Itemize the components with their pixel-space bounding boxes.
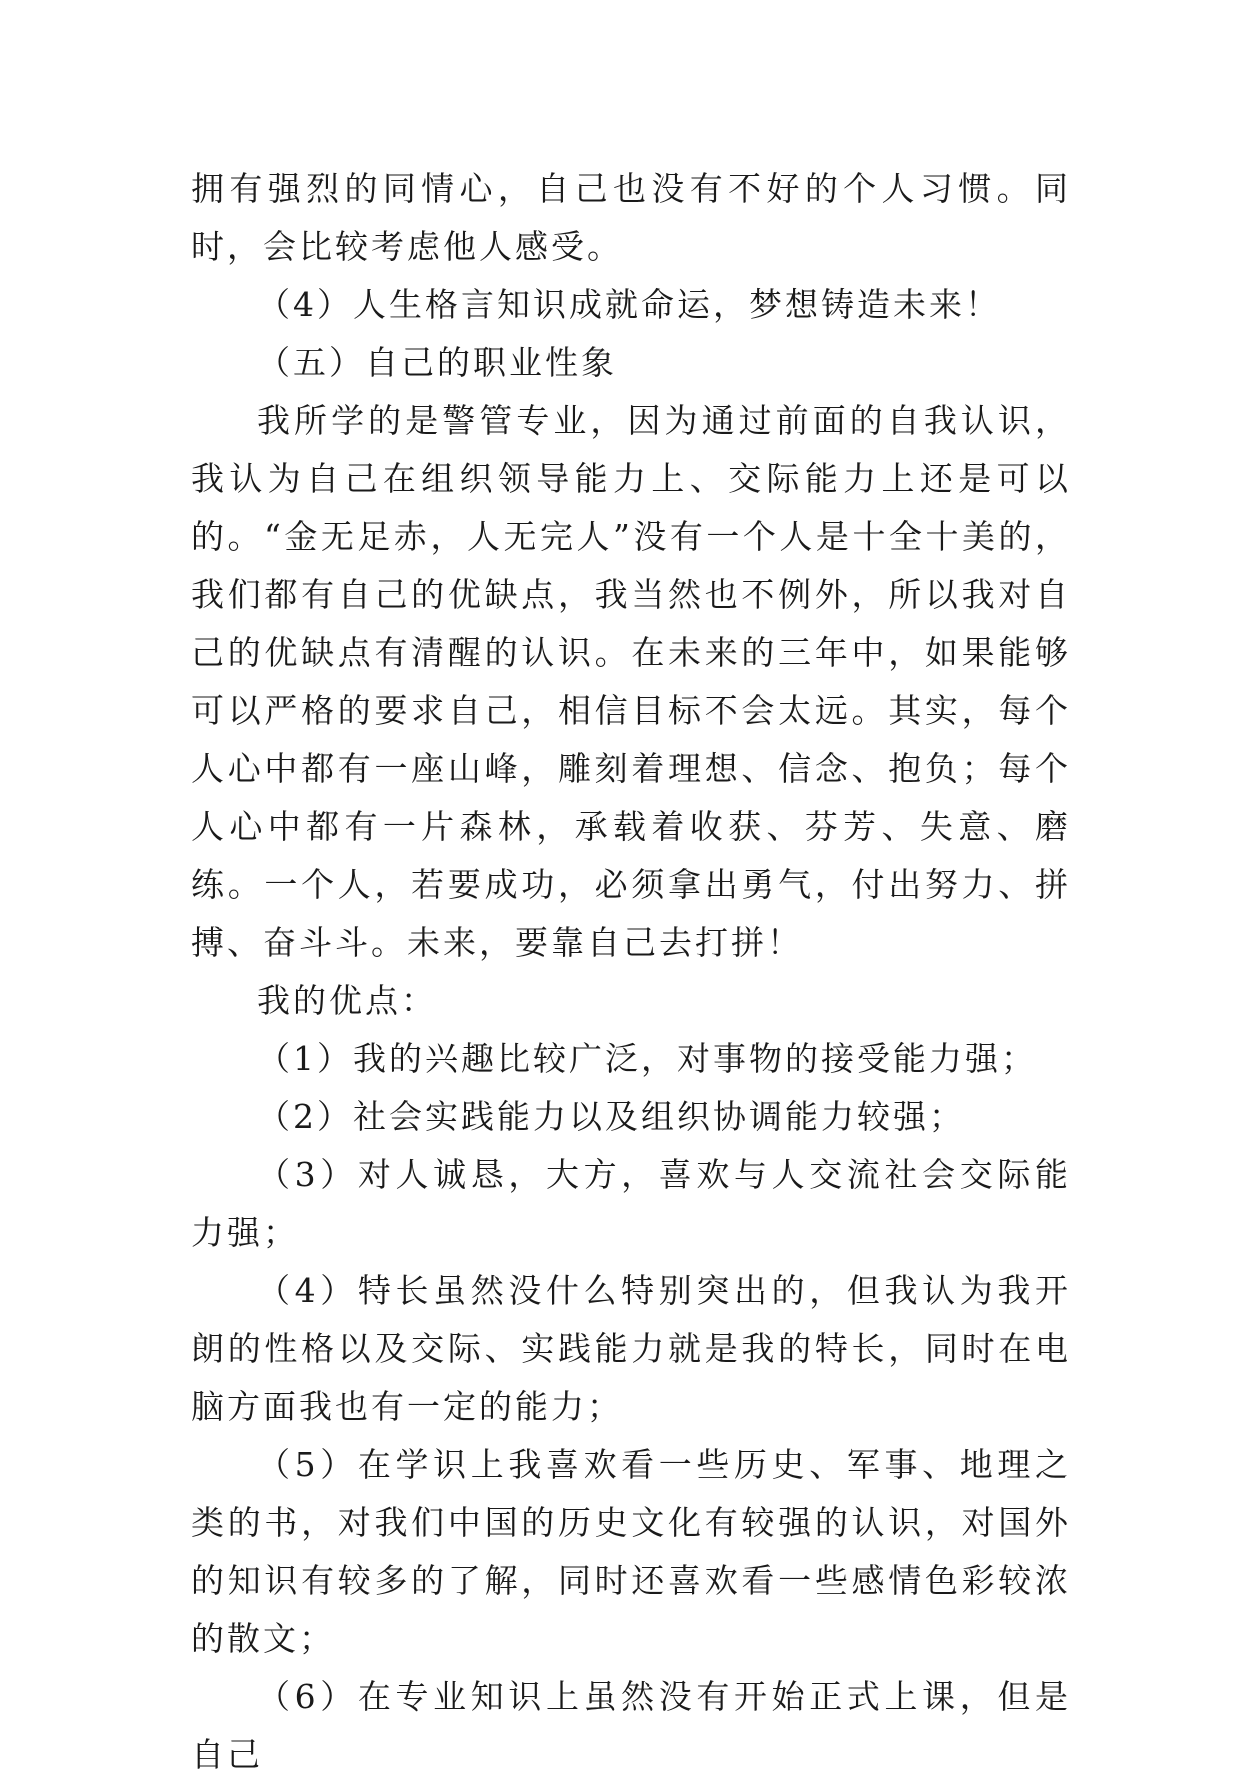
strength-item-1: （1）我的兴趣比较广泛，对事物的接受能力强； <box>257 1039 1037 1078</box>
strengths-heading: 我的优点： <box>257 981 437 1020</box>
paragraph-life-motto: （4）人生格言知识成就命运，梦想铸造未来！ <box>257 285 1001 324</box>
paragraph-career-self-assessment: 我所学的是警管专业，因为通过前面的自我认识，我认为自己在组织领导能力上、交际能力上还是可以的。“金无足赤，人无完人”没有一个人是十全十美的，我们都有自己的优缺点，我当然也不例外，所以我对自己的优缺点有清醒的认识。在未来的三年中，如果能够可以严格的要求自己，相信目标不会太远。其实，每个人心中都有一座山峰，雕刻着理想、信念、抱负；每个人心中都有一片森林，承载着收获、芬芳、失意、磨练。一个人，若要成功，必须拿出勇气，付出努力、拼搏、奋斗斗。未来，要靠自己去打拼！ <box>191 401 1071 962</box>
strength-item-6: （6）在专业知识上虽然没有开始正式上课，但是自己 <box>191 1677 1071 1774</box>
paragraph-continuation: 拥有强烈的同情心，自己也没有不好的个人习惯。同时，会比较考虑他人感受。 <box>191 169 1071 266</box>
strength-item-5: （5）在学识上我喜欢看一些历史、军事、地理之类的书，对我们中国的历史文化有较强的认识，对国外的知识有较多的了解，同时还喜欢看一些感情色彩较浓的散文； <box>191 1445 1071 1658</box>
document-body <box>191 160 1071 1784</box>
strength-item-4: （4）特长虽然没什么特别突出的，但我认为我开朗的性格以及交际、实践能力就是我的特长，同时在电脑方面我也有一定的能力； <box>191 1271 1071 1426</box>
strength-item-2: （2）社会实践能力以及组织协调能力较强； <box>257 1097 965 1136</box>
section-heading-career-image: （五）自己的职业性象 <box>257 343 617 382</box>
strength-item-3: （3）对人诚恳，大方，喜欢与人交流社会交际能力强； <box>191 1155 1071 1252</box>
